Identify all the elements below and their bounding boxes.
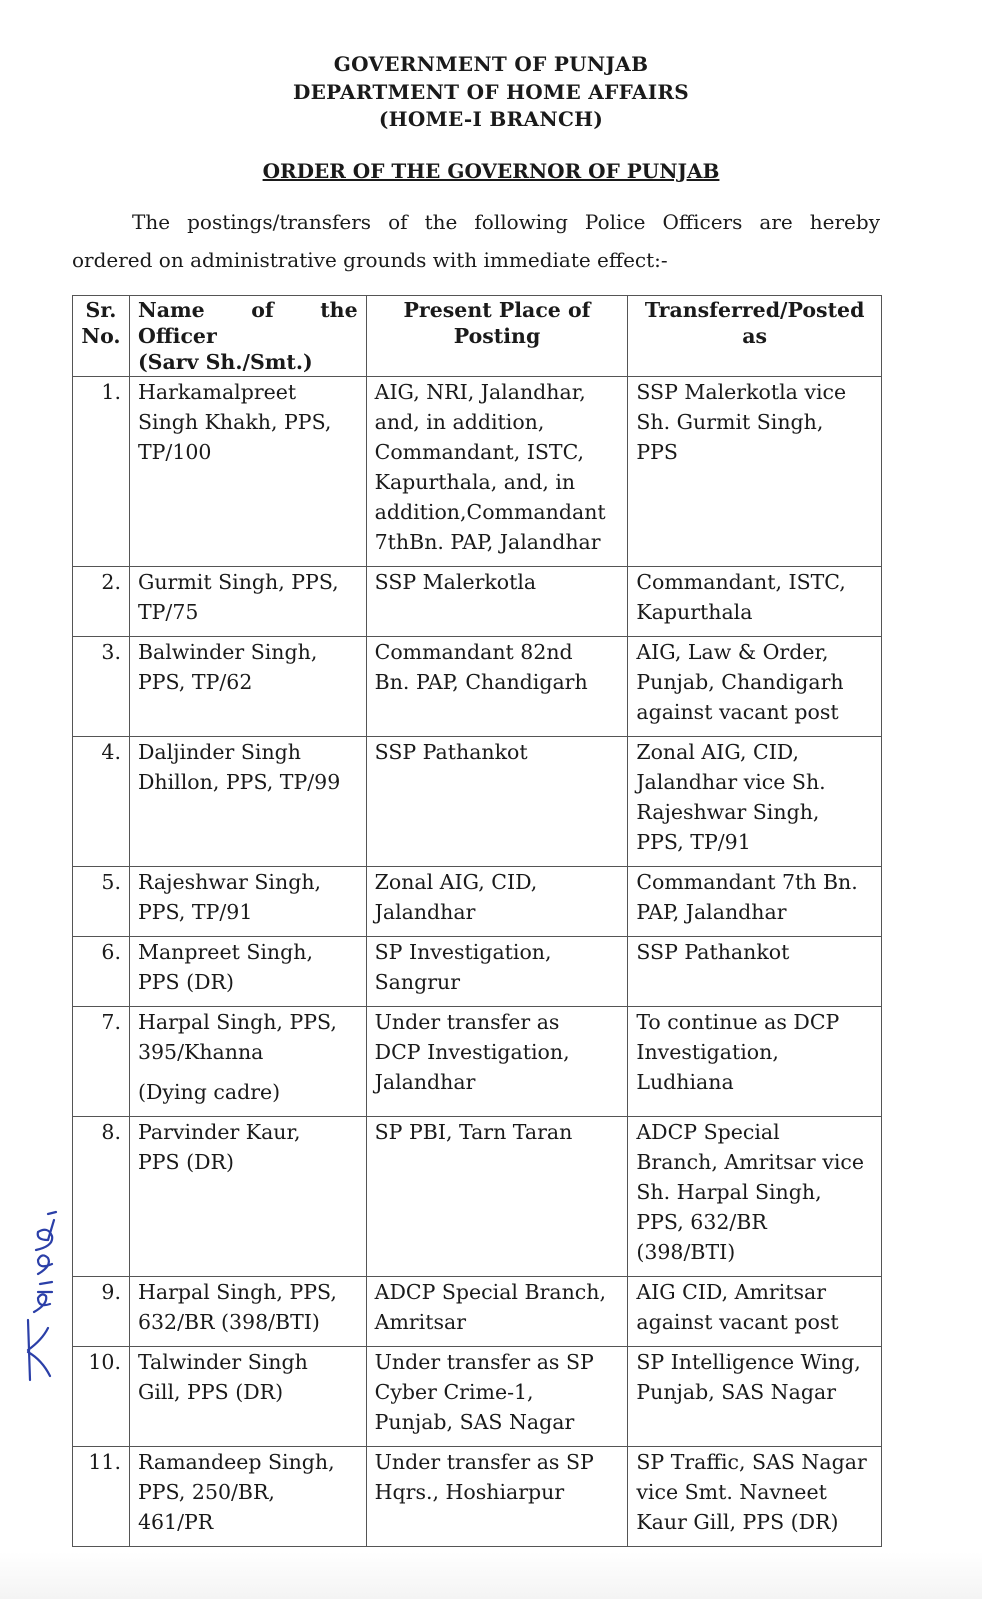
cell-present-posting: ADCP Special Branch, Amritsar [366, 1277, 628, 1347]
cell-present-posting: Under transfer as SP Hqrs., Hoshiarpur [366, 1447, 628, 1547]
cell-officer-name: Gurmit Singh, PPS, TP/75 [129, 567, 366, 637]
cell-officer-name: Harkamalpreet Singh Khakh, PPS, TP/100 [129, 377, 366, 567]
cell-transferred-as: SP Intelligence Wing, Punjab, SAS Nagar [628, 1347, 882, 1447]
cell-transferred-as: SSP Malerkotla vice Sh. Gurmit Singh, PPS [628, 377, 882, 567]
cell-sr-no: 10. [73, 1347, 130, 1447]
postings-table [72, 295, 882, 1547]
table-row [73, 637, 882, 737]
cell-sr-no: 7. [73, 1007, 130, 1117]
cell-officer-name: Balwinder Singh, PPS, TP/62 [129, 637, 366, 737]
header-present-posting: Present Place of Posting [366, 296, 628, 377]
table-row [73, 867, 882, 937]
table-row [73, 1447, 882, 1547]
cell-officer-name: Harpal Singh, PPS, 632/BR (398/BTI) [129, 1277, 366, 1347]
cell-present-posting: Under transfer as SP Cyber Crime-1, Punjab, SAS Nagar [366, 1347, 628, 1447]
table-row [73, 377, 882, 567]
cell-officer-name: Harpal Singh, PPS, 395/Khanna (Dying cadre) [129, 1007, 366, 1117]
cell-transferred-as: AIG, Law & Order, Punjab, Chandigarh against vacant post [628, 637, 882, 737]
page-bottom-edge [0, 1552, 982, 1599]
table-row [73, 1117, 882, 1277]
cell-present-posting: Commandant 82nd Bn. PAP, Chandigarh [366, 637, 628, 737]
cell-transferred-as: Commandant 7th Bn. PAP, Jalandhar [628, 867, 882, 937]
table-row [73, 737, 882, 867]
cell-officer-name: Rajeshwar Singh, PPS, TP/91 [129, 867, 366, 937]
header-branch: (HOME-I BRANCH) [378, 107, 604, 131]
cell-officer-name: Manpreet Singh, PPS (DR) [129, 937, 366, 1007]
cell-sr-no: 5. [73, 867, 130, 937]
table-row [73, 1007, 882, 1117]
table-row [73, 937, 882, 1007]
cell-present-posting: SP Investigation, Sangrur [366, 937, 628, 1007]
cell-present-posting: SP PBI, Tarn Taran [366, 1117, 628, 1277]
cell-transferred-as: Zonal AIG, CID, Jalandhar vice Sh. Rajeshwar Singh, PPS, TP/91 [628, 737, 882, 867]
cell-sr-no: 11. [73, 1447, 130, 1547]
header-officer-name: Name of the Officer (Sarv Sh./Smt.) [129, 296, 366, 377]
cell-sr-no: 8. [73, 1117, 130, 1277]
header-transferred-as: Transferred/Posted as [628, 296, 882, 377]
table-row [73, 1277, 882, 1347]
cell-present-posting: SSP Malerkotla [366, 567, 628, 637]
cell-present-posting: Zonal AIG, CID, Jalandhar [366, 867, 628, 937]
cell-officer-name: Parvinder Kaur, PPS (DR) [129, 1117, 366, 1277]
cell-sr-no: 1. [73, 377, 130, 567]
order-title: ORDER OF THE GOVERNOR OF PUNJAB [262, 159, 720, 183]
cell-transferred-as: To continue as DCP Investigation, Ludhiana [628, 1007, 882, 1117]
cell-sr-no: 9. [73, 1277, 130, 1347]
table-row [73, 567, 882, 637]
cell-officer-name: Ramandeep Singh, PPS, 250/BR, 461/PR [129, 1447, 366, 1547]
table-row [73, 1347, 882, 1447]
cell-sr-no: 6. [73, 937, 130, 1007]
cell-transferred-as: SP Traffic, SAS Nagar vice Smt. Navneet Kaur Gill, PPS (DR) [628, 1447, 882, 1547]
cell-present-posting: Under transfer as DCP Investigation, Jalandhar [366, 1007, 628, 1117]
cell-sr-no: 2. [73, 567, 130, 637]
table-body [73, 377, 882, 1547]
cell-present-posting: SSP Pathankot [366, 737, 628, 867]
header-government: GOVERNMENT OF PUNJAB [333, 52, 649, 76]
handwritten-signature [8, 1200, 68, 1390]
cell-transferred-as: ADCP Special Branch, Amritsar vice Sh. Harpal Singh, PPS, 632/BR (398/BTI) [628, 1117, 882, 1277]
table-header-row [73, 296, 882, 377]
cell-sr-no: 3. [73, 637, 130, 737]
cell-present-posting: AIG, NRI, Jalandhar, and, in addition, Commandant, ISTC, Kapurthala, and, in addition,Commandant 7thBn. PAP, Jalandhar [366, 377, 628, 567]
cell-transferred-as: AIG CID, Amritsar against vacant post [628, 1277, 882, 1347]
cell-sr-no: 4. [73, 737, 130, 867]
cell-transferred-as: Commandant, ISTC, Kapurthala [628, 567, 882, 637]
intro-paragraph: The postings/transfers of the following Police Officers are hereby ordered on administrative grounds with immediate effect:- [72, 210, 880, 272]
cell-officer-name: Talwinder Singh Gill, PPS (DR) [129, 1347, 366, 1447]
cell-transferred-as: SSP Pathankot [628, 937, 882, 1007]
header-department: DEPARTMENT OF HOME AFFAIRS [292, 80, 690, 104]
cell-officer-name: Daljinder Singh Dhillon, PPS, TP/99 [129, 737, 366, 867]
header-sr-no: Sr. No. [73, 296, 130, 377]
